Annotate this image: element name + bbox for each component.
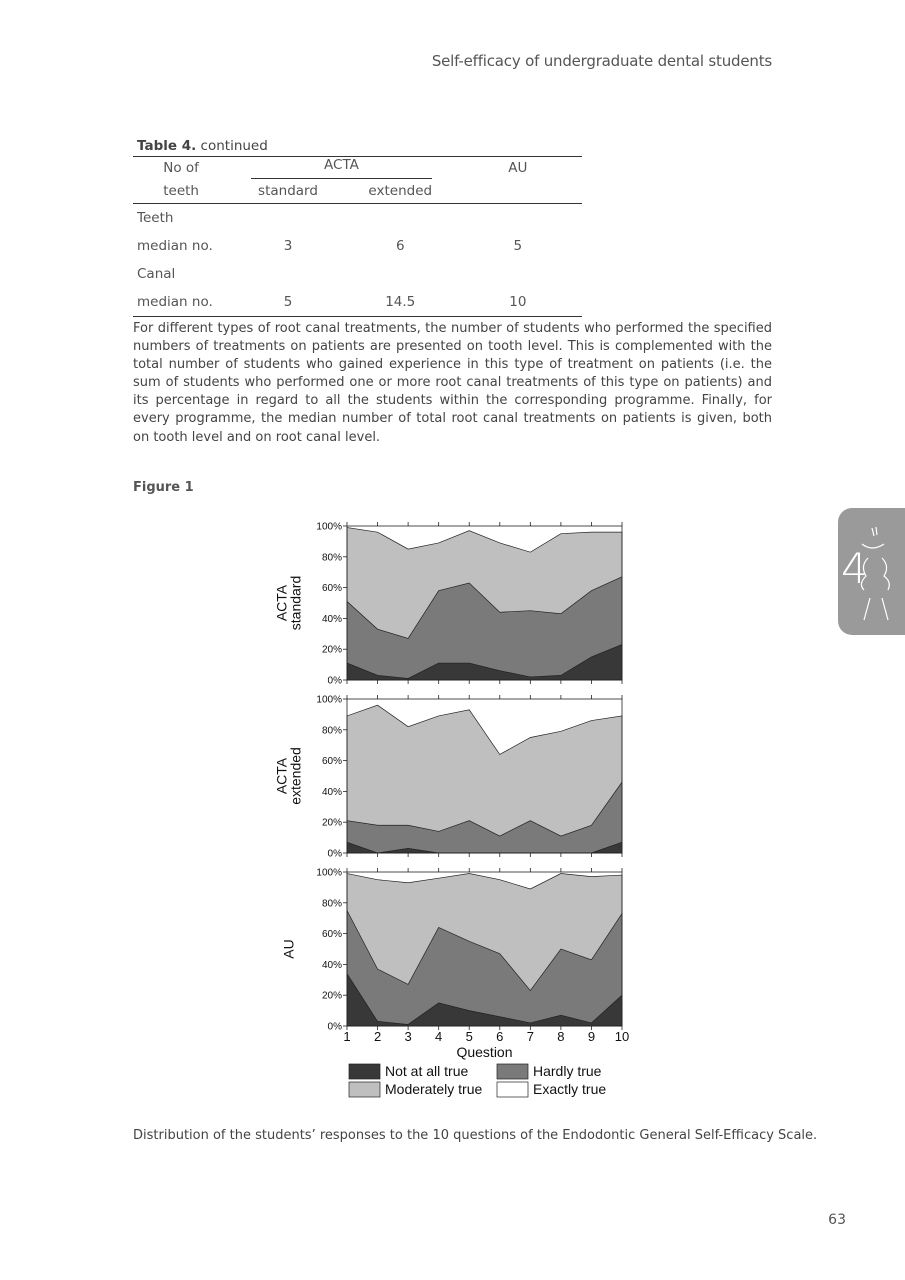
panel-y-label: AU <box>280 939 297 959</box>
y-tick-label: 0% <box>327 1021 342 1033</box>
col-header-au: AU <box>508 160 528 176</box>
table-caption-text: continued <box>196 138 268 154</box>
col-header-teeth: teeth <box>133 179 229 204</box>
legend-swatch <box>497 1082 528 1097</box>
y-tick-label: 80% <box>321 725 342 737</box>
legend-label: Moderately true <box>385 1081 483 1097</box>
y-tick-label: 0% <box>327 848 342 860</box>
cell-standard: 5 <box>283 294 293 310</box>
x-axis-label: Question <box>456 1044 513 1060</box>
x-tick-label: 6 <box>496 1029 504 1044</box>
chapter-tab <box>838 508 905 635</box>
y-tick-label: 100% <box>316 521 342 533</box>
table-4 <box>133 156 582 317</box>
chart-panel <box>281 868 622 1033</box>
panel-y-label: extended <box>287 747 304 805</box>
legend-swatch <box>349 1064 380 1079</box>
legend-label: Exactly true <box>533 1081 607 1097</box>
y-tick-label: 20% <box>321 644 342 656</box>
y-tick-label: 100% <box>316 867 342 879</box>
x-tick-label: 5 <box>465 1029 473 1044</box>
x-tick-label: 4 <box>435 1029 443 1044</box>
legend-swatch <box>497 1064 528 1079</box>
legend-label: Not at all true <box>385 1063 469 1079</box>
body-paragraph: For different types of root canal treatments, the number of students who performed the specified numbers of treatments on patients are presented on tooth level. This is complemented with the total number of students who gained experience in this type of treatment on patients (i.e. the sum of students who performed one or more root canal treatments of this type on patients) and its percentage in regard to all the students within the corresponding programme. Finally, for every programme, the median number of total root canal treatments on patients is given, both on tooth level and on root canal level. <box>133 321 772 445</box>
y-tick-label: 40% <box>321 959 342 971</box>
y-tick-label: 100% <box>316 694 342 706</box>
x-tick-label: 9 <box>587 1029 596 1044</box>
figure-caption: Distribution of the students’ responses to the 10 questions of the Endodontic General Self-Efficacy Scale. <box>133 1128 818 1143</box>
row-label: median no. <box>137 238 213 254</box>
x-tick-label: 3 <box>404 1029 412 1044</box>
cell-extended: 6 <box>395 238 405 254</box>
panel-y-label: standard <box>287 575 304 631</box>
table-caption <box>137 138 268 154</box>
x-tick-label: 8 <box>557 1029 565 1044</box>
y-tick-label: 20% <box>321 817 342 829</box>
chart-panel <box>274 522 622 687</box>
x-tick-label: 7 <box>526 1029 534 1044</box>
col-header-no-of: No of <box>163 160 199 176</box>
chapter-number: 4 <box>841 544 868 593</box>
cell-au: 10 <box>509 294 527 310</box>
chart-panel <box>274 695 622 860</box>
y-tick-label: 20% <box>321 990 342 1002</box>
figure-label: Figure 1 <box>133 480 194 495</box>
cell-standard: 3 <box>283 238 293 254</box>
cell-extended: 14.5 <box>385 294 416 310</box>
col-header-standard: standard <box>229 179 347 204</box>
y-tick-label: 80% <box>321 552 342 564</box>
legend-label: Hardly true <box>533 1063 602 1079</box>
x-tick-label: 1 <box>343 1029 351 1044</box>
y-tick-label: 40% <box>321 613 342 625</box>
figure-1-chart <box>270 515 650 1105</box>
y-tick-label: 60% <box>321 929 342 941</box>
page-number: 63 <box>828 1212 846 1228</box>
y-tick-label: 60% <box>321 583 342 595</box>
col-header-acta: ACTA <box>251 157 431 179</box>
col-header-extended: extended <box>347 179 454 204</box>
x-tick-label: 2 <box>373 1029 382 1044</box>
table-caption-label: Table 4. <box>137 138 197 154</box>
running-head: Self-efficacy of undergraduate dental students <box>431 52 772 70</box>
x-tick-label: 10 <box>614 1029 630 1044</box>
y-tick-label: 0% <box>327 675 342 687</box>
cell-au: 5 <box>513 238 523 254</box>
panel-y-label: ACTA <box>273 584 290 622</box>
y-tick-label: 80% <box>321 898 342 910</box>
legend-swatch <box>349 1082 380 1097</box>
row-label: Canal <box>137 266 176 282</box>
y-tick-label: 60% <box>321 756 342 768</box>
row-label: Teeth <box>137 210 174 226</box>
panel-y-label: ACTA <box>273 757 290 795</box>
y-tick-label: 40% <box>321 786 342 798</box>
row-label: median no. <box>137 294 213 310</box>
